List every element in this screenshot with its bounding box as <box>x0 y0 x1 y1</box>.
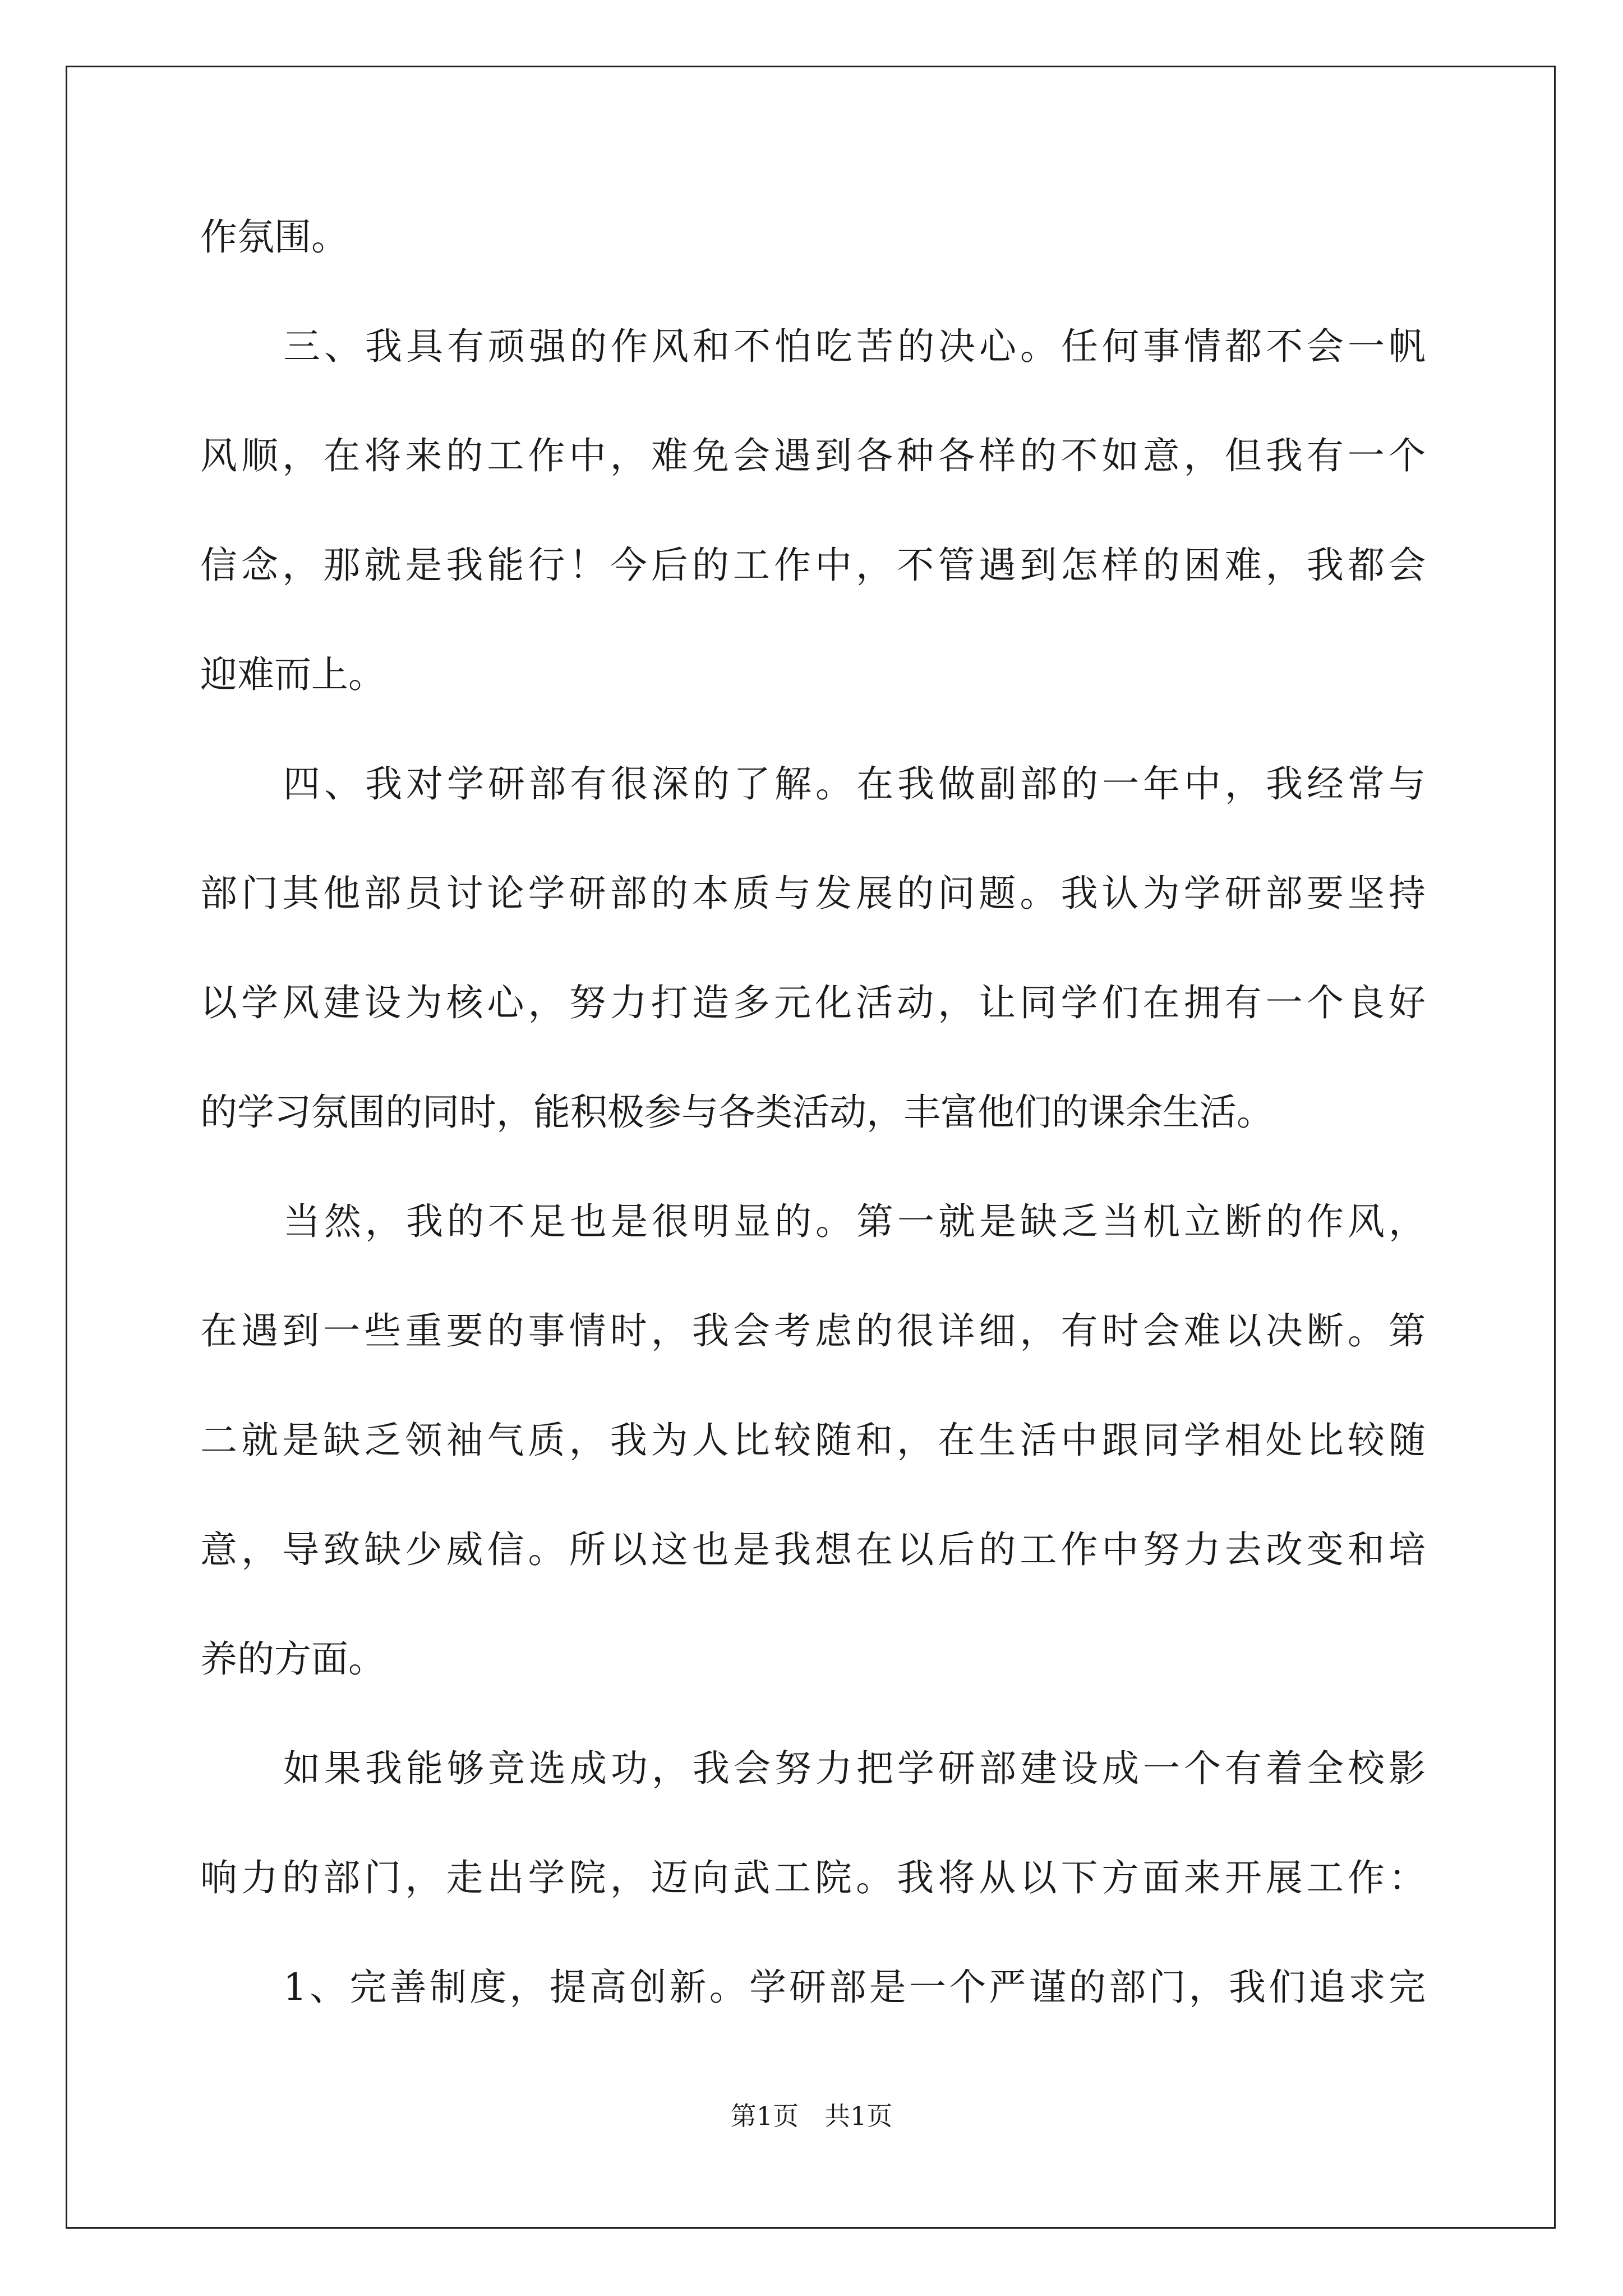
page-border <box>66 66 1556 2229</box>
paragraph-start-line: 如果我能够竞选成功，我会努力把学研部建设成一个有着全校影 <box>283 1747 1426 1790</box>
text-line: 迎难而上。 <box>200 653 385 696</box>
text-line: 以学风建设为核心，努力打造多元化活动，让同学们在拥有一个良好 <box>200 981 1426 1024</box>
text-line: 部门其他部员讨论学研部的本质与发展的问题。我认为学研部要坚持 <box>200 872 1426 915</box>
text-line: 意，导致缺少威信。所以这也是我想在以后的工作中努力去改变和培 <box>200 1528 1426 1571</box>
text-line: 的学习氛围的同时，能积极参与各类活动，丰富他们的课余生活。 <box>200 1091 1274 1134</box>
text-line: 作氛围。 <box>200 215 348 259</box>
text-line: 在遇到一些重要的事情时，我会考虑的很详细，有时会难以决断。第 <box>200 1309 1426 1352</box>
paragraph-start-line: 1、完善制度，提高创新。学研部是一个严谨的部门，我们追求完 <box>283 1966 1426 2009</box>
text-line: 二就是缺乏领袖气质，我为人比较随和，在生活中跟同学相处比较随 <box>200 1419 1426 1462</box>
paragraph-start-line: 当然，我的不足也是很明显的。第一就是缺乏当机立断的作风， <box>283 1200 1426 1243</box>
text-line: 响力的部门，走出学院，迈向武工院。我将从以下方面来开展工作： <box>200 1856 1426 1899</box>
text-line: 养的方面。 <box>200 1637 385 1681</box>
paragraph-start-line: 三、我具有顽强的作风和不怕吃苦的决心。任何事情都不会一帆 <box>283 325 1426 368</box>
paragraph-start-line: 四、我对学研部有很深的了解。在我做副部的一年中，我经常与 <box>283 762 1426 806</box>
text-line: 信念，那就是我能行！今后的工作中，不管遇到怎样的困难，我都会 <box>200 544 1426 587</box>
page-number-footer: 第1页 共1页 <box>730 2101 893 2131</box>
text-line: 风顺，在将来的工作中，难免会遇到各种各样的不如意，但我有一个 <box>200 434 1426 477</box>
